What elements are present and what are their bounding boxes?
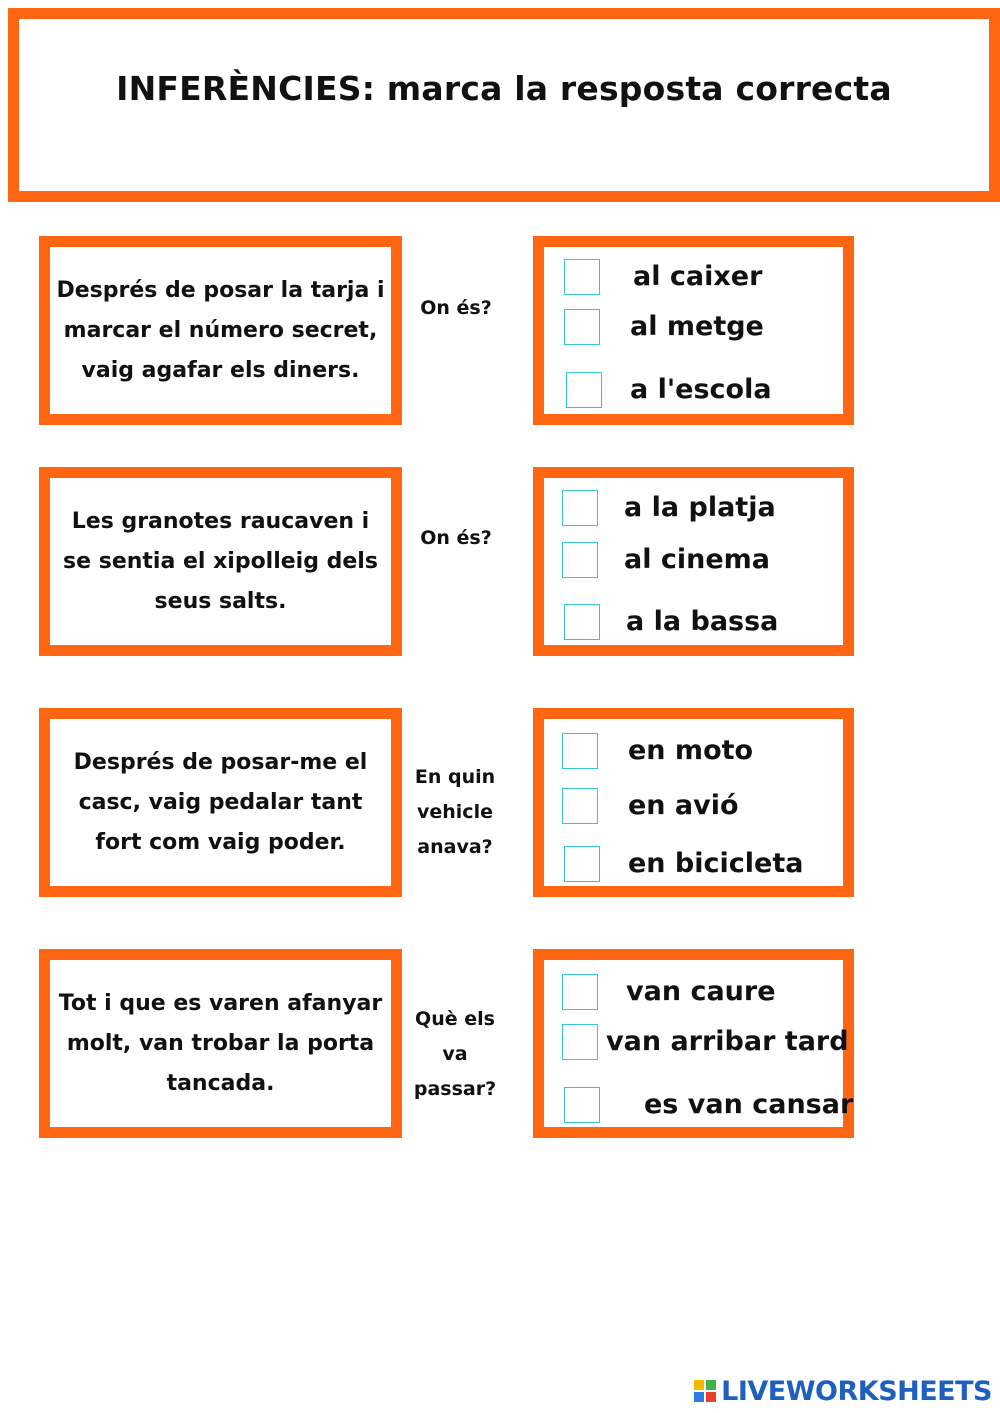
option-label[interactable]: al metge bbox=[630, 311, 764, 342]
option-row bbox=[544, 540, 843, 580]
answer-checkbox[interactable] bbox=[564, 846, 600, 882]
option-label[interactable]: a l'escola bbox=[630, 374, 772, 405]
answer-checkbox[interactable] bbox=[562, 974, 598, 1010]
option-label[interactable]: al cinema bbox=[624, 544, 771, 575]
options-box-1 bbox=[533, 236, 854, 425]
answer-checkbox[interactable] bbox=[562, 788, 598, 824]
option-row bbox=[544, 1085, 854, 1125]
option-row bbox=[544, 602, 843, 642]
options-box-3 bbox=[533, 708, 854, 897]
answer-checkbox[interactable] bbox=[566, 372, 602, 408]
question-box-1 bbox=[39, 236, 402, 425]
option-label[interactable]: al caixer bbox=[633, 261, 763, 292]
option-row bbox=[544, 370, 843, 410]
brand-logo bbox=[694, 1374, 992, 1408]
question-text: Tot i que es varen afanyar molt, van trobar la porta tancada. bbox=[58, 990, 383, 1096]
question-text: Després de posar la tarja i marcar el número secret, vaig agafar els diners. bbox=[56, 277, 385, 383]
question-box-4 bbox=[39, 949, 402, 1138]
option-row bbox=[544, 488, 843, 528]
title-banner bbox=[8, 8, 1000, 202]
question-prompt: Què els va passar? bbox=[413, 1008, 497, 1100]
option-label[interactable]: a la platja bbox=[624, 492, 776, 523]
answer-checkbox[interactable] bbox=[564, 259, 600, 295]
question-prompt: On és? bbox=[420, 527, 492, 549]
brand-name: LIVEWORKSHEETS bbox=[721, 1375, 992, 1407]
question-prompt: On és? bbox=[420, 297, 492, 319]
question-text: Les granotes raucaven i se sentia el xipolleig dels seus salts. bbox=[63, 508, 378, 614]
answer-checkbox[interactable] bbox=[562, 542, 598, 578]
liveworksheets-logo-icon bbox=[694, 1380, 716, 1402]
option-label[interactable]: en avió bbox=[628, 790, 739, 821]
option-label[interactable]: a la bassa bbox=[626, 606, 779, 637]
option-row bbox=[544, 786, 843, 826]
option-row bbox=[544, 731, 843, 771]
question-prompt: En quin vehicle anava? bbox=[414, 766, 496, 858]
answer-checkbox[interactable] bbox=[564, 604, 600, 640]
option-label[interactable]: en moto bbox=[628, 735, 754, 766]
option-label[interactable]: van arribar tard bbox=[606, 1026, 849, 1057]
answer-checkbox[interactable] bbox=[564, 309, 600, 345]
option-row bbox=[544, 844, 843, 884]
option-label[interactable]: es van cansar bbox=[644, 1089, 854, 1120]
option-label[interactable]: en bicicleta bbox=[628, 848, 804, 879]
question-box-2 bbox=[39, 467, 402, 656]
answer-checkbox[interactable] bbox=[562, 1024, 598, 1060]
question-box-3 bbox=[39, 708, 402, 897]
answer-checkbox[interactable] bbox=[562, 733, 598, 769]
answer-checkbox[interactable] bbox=[562, 490, 598, 526]
option-row bbox=[544, 1022, 849, 1062]
page-title: INFERÈNCIES: marca la resposta correcta bbox=[116, 69, 892, 108]
option-label[interactable]: van caure bbox=[626, 976, 776, 1007]
answer-checkbox[interactable] bbox=[564, 1087, 600, 1123]
option-row bbox=[544, 307, 843, 347]
options-box-4 bbox=[533, 949, 854, 1138]
option-row bbox=[544, 257, 843, 297]
question-text: Després de posar-me el casc, vaig pedalar tant fort com vaig poder. bbox=[73, 749, 368, 855]
options-box-2 bbox=[533, 467, 854, 656]
option-row bbox=[544, 972, 843, 1012]
